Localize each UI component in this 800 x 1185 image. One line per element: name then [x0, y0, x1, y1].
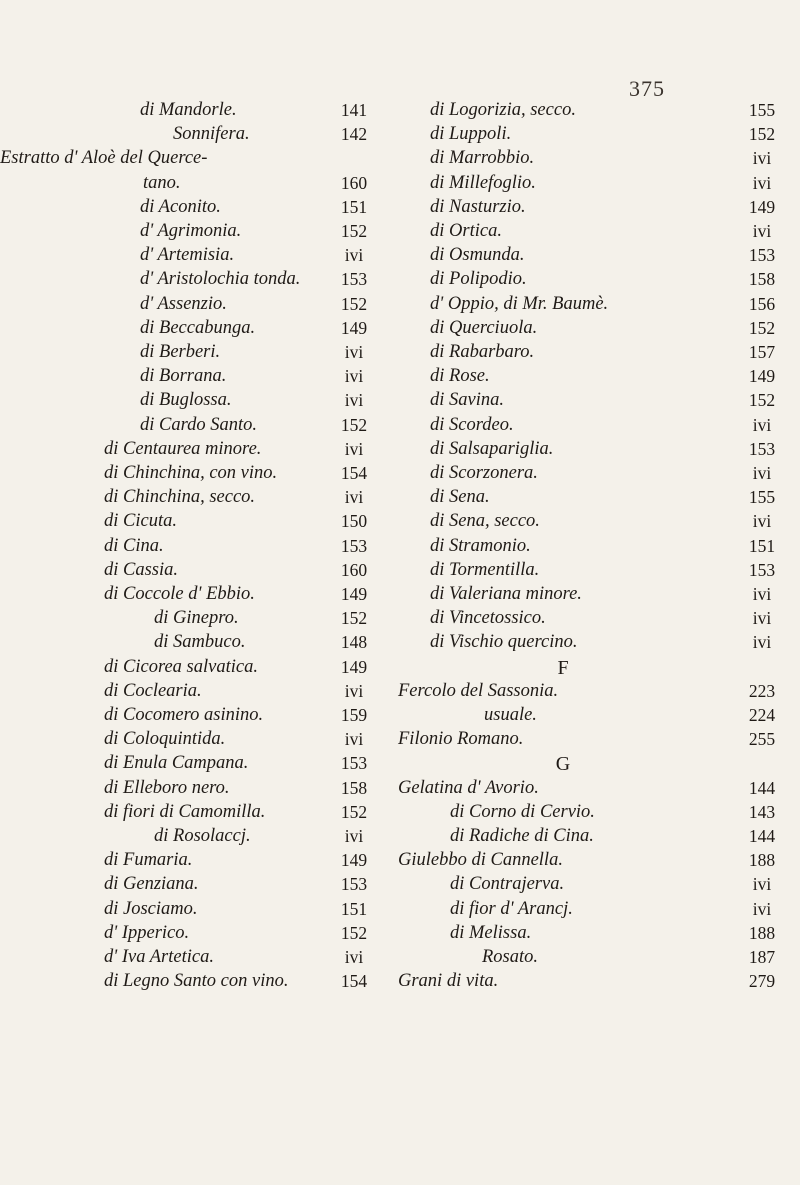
index-entry — [0, 173, 400, 197]
entry-text: di Sena, secco. — [430, 511, 540, 532]
entry-page-number: 223 — [748, 680, 776, 701]
entry-page-number: 188 — [748, 922, 776, 943]
entry-page-number: 151 — [748, 535, 776, 556]
entry-text: Grani di vita. — [398, 971, 499, 992]
index-entry — [0, 197, 400, 221]
entry-page-number: 142 — [340, 124, 368, 145]
entry-page-number: 158 — [340, 777, 368, 798]
entry-text: di Enula Campana. — [104, 753, 249, 774]
entry-page-number: 148 — [340, 632, 368, 653]
index-entry — [0, 947, 400, 971]
entry-page-number: 157 — [748, 342, 776, 362]
entry-page-number: ivi — [344, 245, 364, 266]
index-entry — [0, 850, 400, 874]
index-entry — [398, 173, 800, 197]
entry-text: di Cina. — [104, 535, 164, 556]
entry-text: di Osmunda. — [430, 245, 525, 266]
index-entry — [398, 923, 800, 947]
index-entry — [0, 269, 400, 293]
index-entry — [0, 124, 400, 148]
entry-text: di Savina. — [430, 390, 504, 411]
entry-text: di Contrajerva. — [450, 874, 565, 895]
index-entry — [398, 100, 800, 124]
entry-text: Rosato. — [482, 947, 539, 967]
index-entry — [398, 245, 800, 269]
index-entry — [398, 487, 800, 511]
entry-page-number: 160 — [340, 172, 368, 193]
index-entry — [0, 487, 400, 511]
entry-page-number: ivi — [344, 342, 364, 362]
index-entry — [398, 463, 800, 487]
entry-page-number: 160 — [340, 559, 368, 580]
index-entry — [398, 439, 800, 463]
entry-text: di Berberi. — [140, 342, 221, 362]
entry-text: di Rosolaccj. — [154, 826, 251, 846]
entry-page-number: 150 — [340, 511, 368, 532]
index-entry — [0, 899, 400, 923]
entry-page-number: 152 — [748, 124, 776, 145]
section-letter-text: G — [555, 753, 571, 776]
entry-page-number: 153 — [340, 269, 368, 290]
entry-text: di Ortica. — [430, 221, 502, 241]
entry-page-number: ivi — [752, 511, 772, 532]
entry-text: Estratto d' Aloè del Querce- — [0, 148, 208, 169]
entry-page-number: 187 — [748, 947, 776, 967]
index-entry — [398, 850, 800, 874]
index-entry — [0, 826, 400, 850]
entry-page-number: 153 — [340, 535, 368, 556]
index-entry — [398, 294, 800, 318]
entry-page-number: 151 — [340, 196, 368, 217]
entry-page-number: 152 — [340, 608, 368, 629]
entry-page-number: 151 — [340, 898, 368, 919]
entry-page-number: 155 — [748, 487, 776, 508]
index-entry — [0, 366, 400, 390]
index-entry — [398, 778, 800, 802]
index-entry — [0, 536, 400, 560]
entry-page-number: 255 — [748, 729, 776, 750]
entry-text: di Legno Santo con vino. — [104, 971, 289, 992]
index-entry — [0, 632, 400, 656]
entry-page-number: ivi — [752, 172, 772, 193]
index-entry — [398, 269, 800, 293]
index-entry — [0, 221, 400, 245]
entry-page-number: 155 — [748, 100, 776, 120]
index-entry — [398, 511, 800, 535]
entry-text: di Luppoli. — [430, 124, 512, 145]
index-entry — [398, 874, 800, 898]
index-entry — [0, 681, 400, 705]
section-letter — [398, 753, 800, 777]
entry-text: d' Oppio, di Mr. Baumè. — [430, 293, 609, 314]
entry-text: di Cocomero asinino. — [104, 705, 264, 725]
entry-page-number: 144 — [748, 777, 776, 798]
entry-page-number: ivi — [344, 729, 364, 750]
entry-text: di Coccole d' Ebbio. — [104, 584, 255, 604]
entry-text: di Corno di Cervio. — [450, 801, 595, 822]
entry-text: di Cardo Santo. — [140, 414, 258, 435]
index-entry — [0, 511, 400, 535]
entry-page-number: 152 — [748, 390, 776, 411]
entry-text: di Rose. — [430, 366, 490, 387]
entry-text: Fercolo del Sassonia. — [398, 680, 559, 701]
entry-page-number: ivi — [344, 680, 364, 701]
index-entry — [398, 705, 800, 729]
entry-page-number: ivi — [344, 947, 364, 967]
entry-text: di Mandorle. — [140, 100, 237, 120]
index-entry — [0, 753, 400, 777]
entry-page-number: 152 — [340, 922, 368, 943]
entry-text: di Centaurea minore. — [104, 438, 262, 459]
entry-text: di Rabarbaro. — [430, 342, 535, 362]
entry-text: di Nasturzio. — [430, 196, 526, 217]
entry-text: di Stramonio. — [430, 535, 531, 556]
entry-page-number: 149 — [340, 584, 368, 604]
entry-page-number: 149 — [340, 656, 368, 677]
index-entry — [398, 536, 800, 560]
entry-page-number: 152 — [340, 801, 368, 822]
entry-text: di Sena. — [430, 487, 490, 508]
index-entry — [0, 971, 400, 995]
index-entry — [398, 390, 800, 414]
entry-text: Filonio Romano. — [398, 729, 524, 750]
entry-text: Gelatina d' Avorio. — [398, 777, 539, 798]
entry-text: di Chinchina, secco. — [104, 487, 256, 508]
entry-page-number: 149 — [748, 366, 776, 387]
section-letter-text: F — [557, 656, 569, 679]
entry-text: usuale. — [484, 705, 537, 725]
entry-page-number: 154 — [340, 463, 368, 483]
entry-text: di Elleboro nero. — [104, 777, 230, 798]
entry-page-number: 144 — [748, 826, 776, 846]
index-entry — [398, 197, 800, 221]
entry-text: di Polipodio. — [430, 269, 527, 290]
entry-page-number: 159 — [340, 705, 368, 725]
entry-page-number: ivi — [752, 414, 772, 435]
index-entry — [0, 439, 400, 463]
index-entry — [0, 415, 400, 439]
entry-text: d' Iva Artetica. — [104, 947, 214, 967]
index-entry — [0, 584, 400, 608]
index-entry — [398, 342, 800, 366]
index-entry — [0, 390, 400, 414]
index-entry — [0, 923, 400, 947]
entry-text: di Marrobbio. — [430, 148, 535, 169]
entry-page-number: 153 — [340, 874, 368, 895]
entry-page-number: ivi — [752, 898, 772, 919]
entry-text: di Borrana. — [140, 366, 227, 387]
entry-text: di Vincetossico. — [430, 608, 546, 629]
index-entry — [398, 221, 800, 245]
index-entry — [0, 100, 400, 124]
entry-page-number: ivi — [344, 366, 364, 387]
index-entry — [0, 148, 400, 172]
entry-page-number: 153 — [748, 559, 776, 580]
index-entry — [0, 705, 400, 729]
entry-page-number: ivi — [752, 632, 772, 653]
entry-text: di Querciuola. — [430, 317, 538, 338]
entry-page-number: 279 — [748, 971, 776, 992]
entry-page-number: ivi — [752, 608, 772, 629]
index-entry — [0, 560, 400, 584]
section-letter — [398, 657, 800, 681]
entry-text: di Melissa. — [450, 922, 532, 943]
entry-text: di fiori di Camomilla. — [104, 801, 266, 822]
index-entry — [398, 729, 800, 753]
index-entry — [0, 874, 400, 898]
entry-text: di Logorizia, secco. — [430, 100, 576, 120]
index-entry — [398, 124, 800, 148]
page-number: 375 — [629, 76, 665, 101]
entry-text: di Josciamo. — [104, 898, 198, 919]
index-entry — [0, 463, 400, 487]
index-entry — [0, 778, 400, 802]
entry-page-number: 224 — [748, 705, 776, 725]
index-entry — [398, 947, 800, 971]
entry-page-number: 152 — [340, 414, 368, 435]
entry-text: di Genziana. — [104, 874, 199, 895]
index-entry — [398, 632, 800, 656]
entry-text: di Chinchina, con vino. — [104, 463, 278, 483]
entry-text: di Radiche di Cina. — [450, 826, 594, 846]
index-entry — [398, 415, 800, 439]
entry-text: d' Agrimonia. — [140, 221, 242, 241]
entry-page-number: 152 — [340, 293, 368, 314]
entry-text: d' Aristolochia tonda. — [140, 269, 301, 290]
entry-page-number: 153 — [748, 245, 776, 266]
index-entry — [0, 657, 400, 681]
entry-page-number: 141 — [340, 100, 368, 120]
entry-text: di Buglossa. — [140, 390, 232, 411]
entry-page-number: ivi — [752, 148, 772, 169]
index-entry — [398, 560, 800, 584]
index-entry — [398, 366, 800, 390]
entry-page-number: 154 — [340, 971, 368, 992]
entry-text: di Tormentilla. — [430, 559, 540, 580]
entry-page-number: 149 — [748, 196, 776, 217]
entry-text: di Cicuta. — [104, 511, 177, 532]
entry-text: tano. — [143, 172, 181, 193]
entry-text: d' Artemisia. — [140, 245, 235, 266]
entry-text: di Coloquintida. — [104, 729, 226, 750]
entry-text: di Aconito. — [140, 196, 221, 217]
entry-page-number: 156 — [748, 293, 776, 314]
entry-text: di Salsapariglia. — [430, 438, 554, 459]
entry-text: d' Assenzio. — [140, 293, 227, 314]
entry-text: di Fumaria. — [104, 850, 193, 871]
entry-page-number: 143 — [748, 801, 776, 822]
index-entry — [398, 148, 800, 172]
entry-text: di Scordeo. — [430, 414, 514, 435]
index-entry — [0, 294, 400, 318]
entry-page-number: ivi — [752, 874, 772, 895]
index-entry — [0, 729, 400, 753]
index-entry — [0, 342, 400, 366]
index-entry — [0, 318, 400, 342]
entry-page-number: 153 — [340, 753, 368, 774]
index-entry — [0, 245, 400, 269]
entry-page-number: 153 — [748, 438, 776, 459]
entry-text: di Cassia. — [104, 559, 179, 580]
entry-page-number: ivi — [752, 463, 772, 483]
entry-text: di Vischio quercino. — [430, 632, 578, 653]
entry-page-number: 158 — [748, 269, 776, 290]
entry-page-number: 152 — [748, 317, 776, 338]
entry-text: di Scorzonera. — [430, 463, 538, 483]
entry-page-number: 149 — [340, 317, 368, 338]
entry-text: di fior d' Arancj. — [450, 898, 573, 919]
index-entry — [398, 899, 800, 923]
entry-text: di Ginepro. — [154, 608, 239, 629]
entry-text: di Valeriana minore. — [430, 584, 582, 604]
index-entry — [398, 584, 800, 608]
index-entry — [398, 681, 800, 705]
index-entry — [0, 608, 400, 632]
entry-text: di Beccabunga. — [140, 317, 256, 338]
entry-page-number: ivi — [344, 438, 364, 459]
index-entry — [398, 608, 800, 632]
entry-page-number: ivi — [752, 221, 772, 241]
entry-page-number: 152 — [340, 221, 368, 241]
entry-text: d' Ipperico. — [104, 922, 190, 943]
entry-text: Sonnifera. — [173, 124, 250, 145]
entry-page-number: ivi — [344, 487, 364, 508]
index-entry — [398, 318, 800, 342]
index-entry — [398, 802, 800, 826]
index-entry — [0, 802, 400, 826]
entry-page-number: ivi — [752, 584, 772, 604]
entry-text: di Coclearia. — [104, 680, 202, 701]
entry-page-number: 149 — [340, 850, 368, 871]
entry-page-number: 188 — [748, 850, 776, 871]
index-entry — [398, 971, 800, 995]
entry-text: Giulebbo di Cannella. — [398, 850, 563, 871]
entry-text: di Cicorea salvatica. — [104, 656, 258, 677]
entry-text: di Millefoglio. — [430, 172, 536, 193]
entry-page-number: ivi — [344, 390, 364, 411]
entry-page-number: ivi — [344, 826, 364, 846]
entry-text: di Sambuco. — [154, 632, 246, 653]
index-entry — [398, 826, 800, 850]
